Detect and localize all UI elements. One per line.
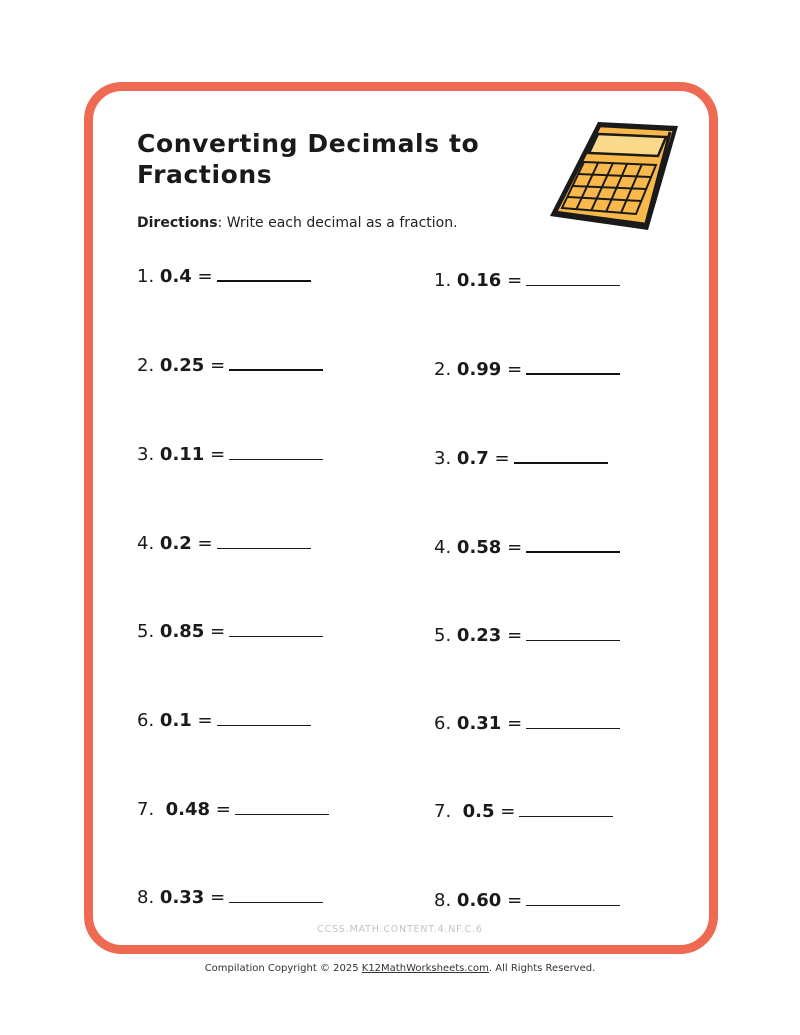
- answer-blank[interactable]: [526, 904, 620, 906]
- problem-left-3: 3. 0.11 =: [137, 444, 323, 465]
- directions: [137, 215, 458, 231]
- problem-left-6: 6. 0.1 =: [137, 710, 311, 731]
- answer-blank[interactable]: [526, 284, 620, 286]
- answer-blank[interactable]: [526, 727, 620, 729]
- standard-code: CCSS.MATH.CONTENT.4.NF.C.6: [317, 924, 483, 935]
- answer-blank[interactable]: [229, 635, 323, 637]
- problem-right-6: 6. 0.31 =: [434, 713, 620, 734]
- problem-left-5: 5. 0.85 =: [137, 621, 323, 642]
- answer-blank[interactable]: [229, 901, 323, 903]
- worksheet-title: Converting Decimals to Fractions: [137, 129, 480, 189]
- answer-blank[interactable]: [519, 815, 613, 817]
- answer-blank[interactable]: [235, 813, 329, 815]
- answer-blank[interactable]: [229, 368, 323, 371]
- answer-blank[interactable]: [526, 639, 620, 641]
- problem-left-4: 4. 0.2 =: [137, 533, 311, 554]
- copyright-text: Compilation Copyright © 2025: [204, 963, 362, 974]
- problem-right-2: 2. 0.99 =: [434, 359, 620, 380]
- directions-text: : Write each decimal as a fraction.: [217, 215, 458, 231]
- problem-right-3: 3. 0.7 =: [434, 448, 608, 469]
- directions-label: Directions: [137, 215, 218, 231]
- website-link[interactable]: K12MathWorksheets.com: [361, 963, 489, 974]
- problem-right-5: 5. 0.23 =: [434, 625, 620, 646]
- answer-blank[interactable]: [217, 724, 311, 726]
- problem-left-1: 1. 0.4 =: [137, 266, 311, 287]
- problem-left-2: 2. 0.25 =: [137, 355, 323, 376]
- problem-right-8: 8. 0.60 =: [434, 890, 620, 911]
- answer-blank[interactable]: [229, 458, 323, 460]
- copyright-suffix: . All Rights Reserved.: [488, 963, 596, 974]
- copyright-footer: [0, 963, 800, 974]
- problem-left-7: 7. 0.48 =: [137, 799, 329, 820]
- problem-right-7: 7. 0.5 =: [434, 801, 613, 822]
- answer-blank[interactable]: [217, 547, 311, 549]
- problem-right-1: 1. 0.16 =: [434, 270, 620, 291]
- answer-blank[interactable]: [526, 372, 620, 375]
- answer-blank[interactable]: [514, 461, 608, 464]
- problem-left-8: 8. 0.33 =: [137, 887, 323, 908]
- calculator-icon: [548, 112, 682, 236]
- problem-right-4: 4. 0.58 =: [434, 537, 620, 558]
- answer-blank[interactable]: [217, 279, 311, 282]
- answer-blank[interactable]: [526, 550, 620, 553]
